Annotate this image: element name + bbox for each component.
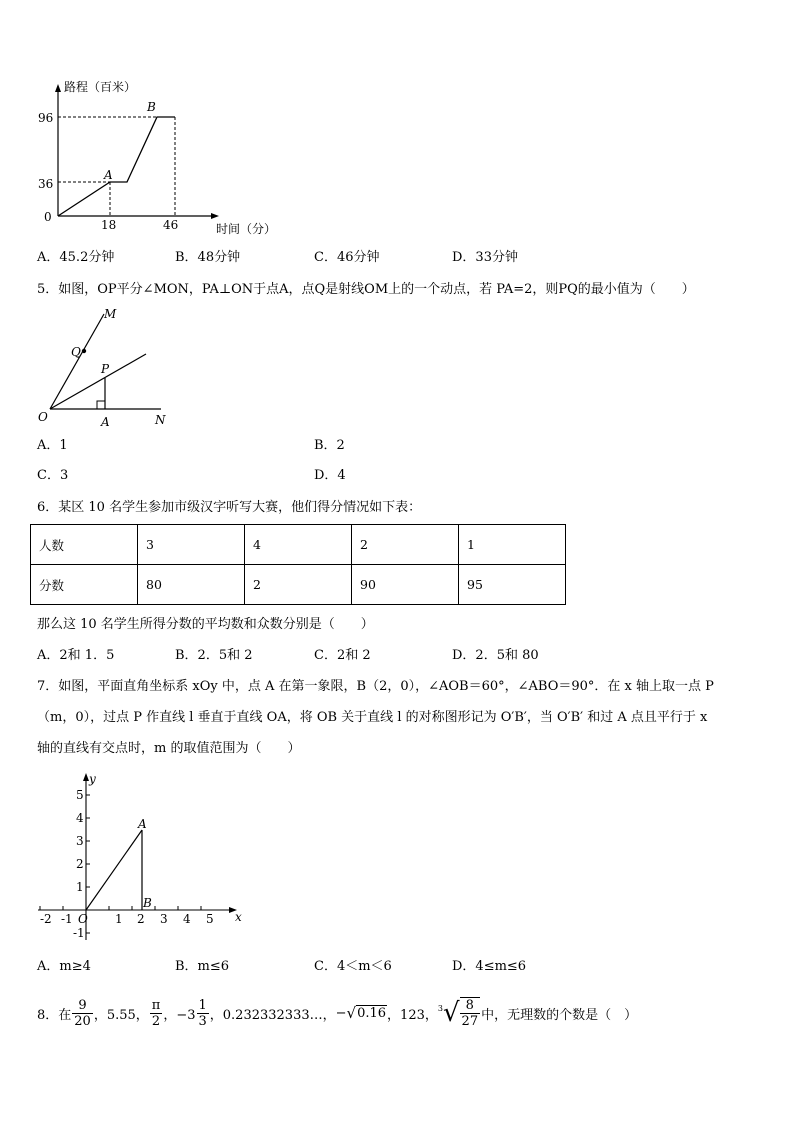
q7-y-tick-2: 2: [76, 857, 84, 871]
q6-stem: 6．某区 10 名学生参加市级汉字听写大赛，他们得分情况如下表：: [37, 500, 422, 515]
table-cell: 2: [245, 565, 352, 605]
q5-label-n: N: [155, 413, 166, 427]
q7-y-tick-neg1: -1: [73, 926, 85, 940]
q5-label-o: O: [38, 410, 48, 424]
q8-f4-den: 27: [461, 1014, 479, 1029]
q4-distance-graph: [58, 117, 175, 216]
q4-x-axis-arrow: [211, 213, 219, 219]
q7-option-d[interactable]: D．4≤m≤6: [452, 959, 527, 974]
q8-neg-sign: −: [335, 1005, 347, 1021]
q7-coordinate-graph: [0, 768, 794, 968]
q8-fraction-pi-2: [150, 998, 163, 1029]
q7-option-b[interactable]: B．m≤6: [175, 959, 230, 974]
q4-x-tick-18: 18: [101, 218, 117, 232]
q7-x-tick-1: 1: [115, 912, 123, 926]
q8-f1-den: 20: [74, 1013, 91, 1029]
q4-point-b: B: [147, 100, 156, 114]
q8-f3-den: 3: [198, 1013, 207, 1029]
q8-f1-num: 9: [72, 998, 93, 1014]
q7-stem-line1: 7．如图，平面直角坐标系 xOy 中，点 A 在第一象限，B（2，0），∠AOB＝60°，∠ABO＝90°．在 x 轴上取一点 P: [37, 679, 714, 694]
q7-x-tick-4: 4: [183, 912, 191, 926]
q8-sqrt-radicand: 0.16: [357, 1006, 387, 1021]
q8-fraction-9-20: [72, 998, 93, 1029]
q6-option-b[interactable]: B．2．5和 2: [175, 648, 253, 663]
q4-option-d[interactable]: D．33分钟: [452, 250, 518, 265]
table-cell: 分数: [31, 565, 138, 605]
q8-sqrt-icon: √: [346, 1004, 357, 1022]
table-cell: 3: [138, 525, 245, 565]
q5-option-a[interactable]: A．1: [37, 438, 68, 453]
q8-t4: ，123，: [387, 1007, 438, 1023]
q4-x-label: 时间（分）: [216, 222, 277, 236]
q6-option-d[interactable]: D．2．5和 80: [452, 648, 539, 663]
q7-y-tick-5: 5: [76, 788, 84, 802]
q7-option-c[interactable]: C．4＜m＜6: [314, 959, 392, 974]
q7-x-tick-neg1: -1: [61, 912, 73, 926]
q8-f3-num: 1: [198, 997, 207, 1013]
q5-ray-om: [50, 314, 104, 409]
q5-label-q: Q: [71, 345, 81, 359]
q6-option-c[interactable]: C．2和 2: [314, 648, 371, 663]
q8-t2: ，−3: [163, 1007, 196, 1023]
q5-label-p: P: [101, 362, 110, 376]
q8-cube-index: 3: [437, 1003, 443, 1013]
q7-x-tick-2: 2: [137, 912, 145, 926]
q7-y-tick-3: 3: [76, 834, 84, 848]
q4-y-label: 路程（百米）: [64, 80, 137, 94]
table-cell: 1: [459, 525, 566, 565]
q6-score-table: [30, 524, 566, 605]
q4-y-axis-arrow: [55, 84, 61, 92]
q5-option-c[interactable]: C．3: [37, 468, 69, 483]
q8-fraction-1-3: [197, 998, 209, 1029]
q7-point-a-label: A: [138, 817, 147, 831]
q4-point-a: A: [104, 168, 113, 182]
q6-option-a[interactable]: A．2和 1．5: [37, 648, 115, 663]
q4-y-tick-36: 36: [38, 177, 54, 191]
q8-f2-den: 2: [151, 1013, 161, 1029]
q8-suffix: 中，无理数的个数是（ ）: [481, 1007, 638, 1023]
q8-stem: [37, 991, 637, 1035]
q7-x-tick-5: 5: [206, 912, 214, 926]
q7-y-tick-4: 4: [76, 811, 84, 825]
q5-option-d[interactable]: D．4: [314, 468, 346, 483]
q5-stem: 5．如图，OP平分∠MON，PA⊥ON于点A，点Q是射线OM上的一个动点，若 PA=2，则PQ的最小值为（ ）: [37, 282, 695, 297]
table-cell: 90: [352, 565, 459, 605]
q5-angle-figure: [0, 300, 794, 440]
q8-prefix: 8．在: [37, 1007, 72, 1023]
q4-distance-time-chart: [0, 0, 794, 260]
q4-option-b[interactable]: B．48分钟: [175, 250, 241, 265]
q8-f2-num: π: [151, 997, 161, 1013]
q4-y-tick-96: 96: [38, 111, 54, 125]
table-cell: 4: [245, 525, 352, 565]
q7-x-tick-neg2: -2: [40, 912, 52, 926]
q7-stem-line3: 轴的直线有交点时，m 的取值范围为（ ）: [37, 741, 301, 756]
q5-label-m: M: [104, 307, 117, 321]
q7-y-axis-label: y: [89, 772, 96, 786]
table-cell: 80: [138, 565, 245, 605]
q8-t1: ，5.55，: [93, 1007, 149, 1023]
q7-stem-line2: （m，0），过点 P 作直线 l 垂直于直线 OA，将 OB 关于直线 l 的对称图形记为 O′B′，当 O′B′ 和过 A 点且平行于 x: [37, 710, 708, 725]
q7-point-b-label: B: [143, 896, 152, 910]
q5-label-a: A: [101, 415, 110, 429]
table-cell: 人数: [31, 525, 138, 565]
table-row: [31, 525, 566, 565]
q8-f4-num: 8: [460, 998, 481, 1014]
q7-option-a[interactable]: A．m≥4: [37, 959, 91, 974]
q4-option-c[interactable]: C．46分钟: [314, 250, 380, 265]
q4-x-tick-46: 46: [163, 218, 179, 232]
q7-x-tick-3: 3: [160, 912, 168, 926]
q5-option-b[interactable]: B．2: [314, 438, 345, 453]
table-cell: 2: [352, 525, 459, 565]
q4-y-tick-0: 0: [44, 210, 52, 224]
q7-segment-oa: [86, 830, 142, 910]
q5-right-angle-mark: [97, 401, 105, 409]
table-cell: 95: [459, 565, 566, 605]
table-row: [31, 565, 566, 605]
q8-cube-root-icon: √: [442, 998, 460, 1028]
q8-t3: ，0.232332333…，: [209, 1007, 336, 1023]
q6-question: 那么这 10 名学生所得分数的平均数和众数分别是（ ）: [37, 617, 374, 632]
q8-fraction-8-27: [460, 997, 481, 1029]
q4-option-a[interactable]: A．45.2分钟: [37, 250, 115, 265]
q7-origin-label: O: [78, 912, 88, 926]
q5-point-q-dot: [82, 349, 86, 353]
q7-y-tick-1: 1: [76, 880, 84, 894]
q7-x-axis-label: x: [235, 910, 242, 924]
